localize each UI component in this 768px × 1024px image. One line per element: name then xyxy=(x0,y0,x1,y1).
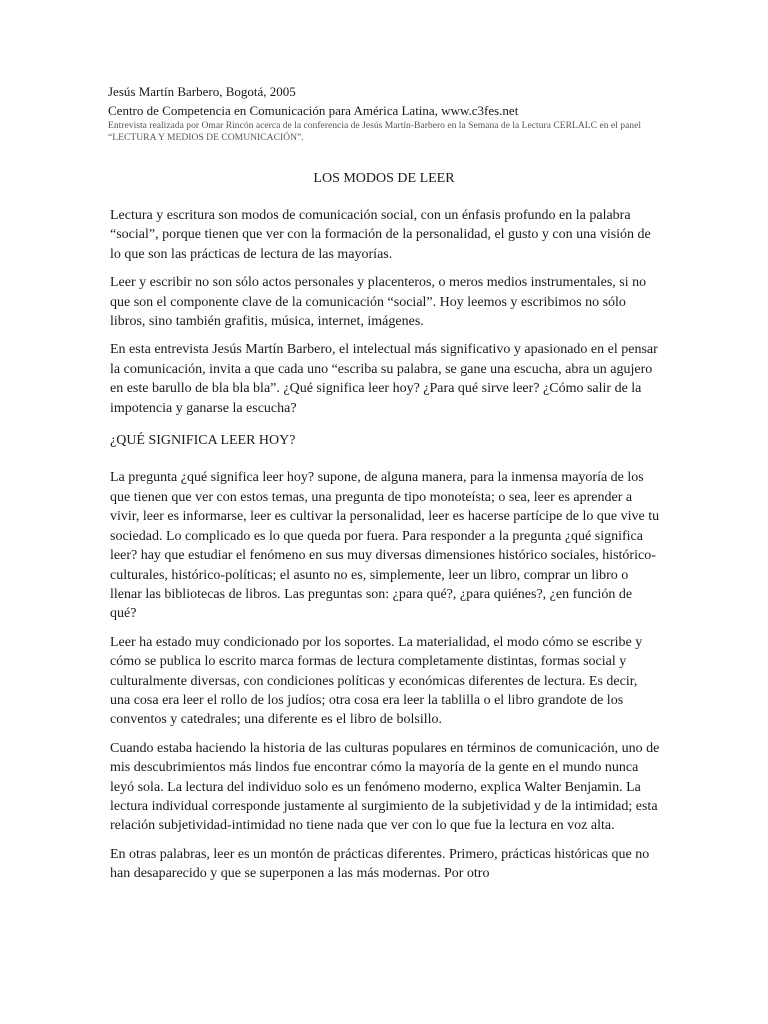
interview-note: Entrevista realizada por Omar Rincón acerca de la conferencia de Jesús Martín-Barbero en la Semana de la Lectura CERLALC en el panel “LECTURA Y MEDIOS DE COMUNICACIÓN”. xyxy=(108,120,642,143)
section-paragraph: En otras palabras, leer es un montón de prácticas diferentes. Primero, prácticas históricas que no han desaparecido y que se superponen a las más modernas. Por otro xyxy=(110,846,650,882)
document-header xyxy=(108,82,668,144)
intro-paragraph: Leer y escribir no son sólo actos personales y placenteros, o meros medios instrumentales, si no que son el componente clave de la comunicación “social”. Hoy leemos y escribimos no sólo libros, sino también grafitis, música, internet, imágenes. xyxy=(110,275,647,330)
intro-paragraph: Lectura y escritura son modos de comunicación social, con un énfasis profundo en la palabra “social”, porque tienen que ver con la formación de la personalidad, el gusto y con una visión de lo que son las prácticas de lectura de las mayorías. xyxy=(110,208,651,262)
source-line: Centro de Competencia en Comunicación para América Latina, www.c3fes.net xyxy=(108,103,519,118)
section-heading: ¿QUÉ SIGNIFICA LEER HOY? xyxy=(110,433,296,449)
document-body xyxy=(110,206,660,893)
section-paragraph: Cuando estaba haciendo la historia de las culturas populares en términos de comunicación, uno de mis descubrimientos más lindos fue encontrar cómo la mayoría de la gente en el mundo nunca leyó sola. La lectura del individuo solo es un fenómeno moderno, explica Walter Benjamin. La lectura individual corresponde justamente al surgimiento de la subjetividad y de la intimidad; esta relación subjetividad-intimidad no tiene nada que ver con lo que fue la lectura en voz alta. xyxy=(110,740,660,834)
author-date-line: Jesús Martín Barbero, Bogotá, 2005 xyxy=(108,84,296,99)
section-paragraph: Leer ha estado muy condicionado por los soportes. La materialidad, el modo cómo se escribe y cómo se publica lo escrito marca formas de lectura completamente distintas, formas social y culturalmente diversas, con condiciones políticas y económicas diferentes de lectura. Es decir, una cosa era leer el rollo de los judíos; otra cosa era leer la tablilla o el libro grandote de los conventos y catedrales; una diferente es el libro de bolsillo. xyxy=(110,634,643,728)
document-title: LOS MODOS DE LEER xyxy=(313,171,455,186)
section-paragraph: La pregunta ¿qué significa leer hoy? supone, de alguna manera, para la inmensa mayoría de los que tienen que ver con estos temas, una pregunta de tipo monoteísta; o sea, leer es aprender a vivir, leer es informarse, leer es cultivar la personalidad, leer es hacerse partícipe de lo que vive tu sociedad. Lo complicado es lo que queda por fuera. Para responder a la pregunta ¿qué significa leer? hay que estudiar el fenómeno en sus muy diversas dimensiones histórico sociales, histórico-culturales, histórico-políticas; el asunto no es, simplemente, leer un libro, comprar un libro o llenar las bibliotecas de libros. Las preguntas son: ¿para qué?, ¿para quiénes?, ¿en función de qué? xyxy=(110,470,660,622)
intro-paragraph: En esta entrevista Jesús Martín Barbero, el intelectual más significativo y apasionado en el pensar la comunicación, invita a que cada uno “escriba su palabra, se gane una escucha, abra un agujero en este barullo de bla bla bla”. ¿Qué significa leer hoy? ¿Para qué sirve leer? ¿Cómo salir de la impotencia y ganarse la escucha? xyxy=(110,342,658,416)
